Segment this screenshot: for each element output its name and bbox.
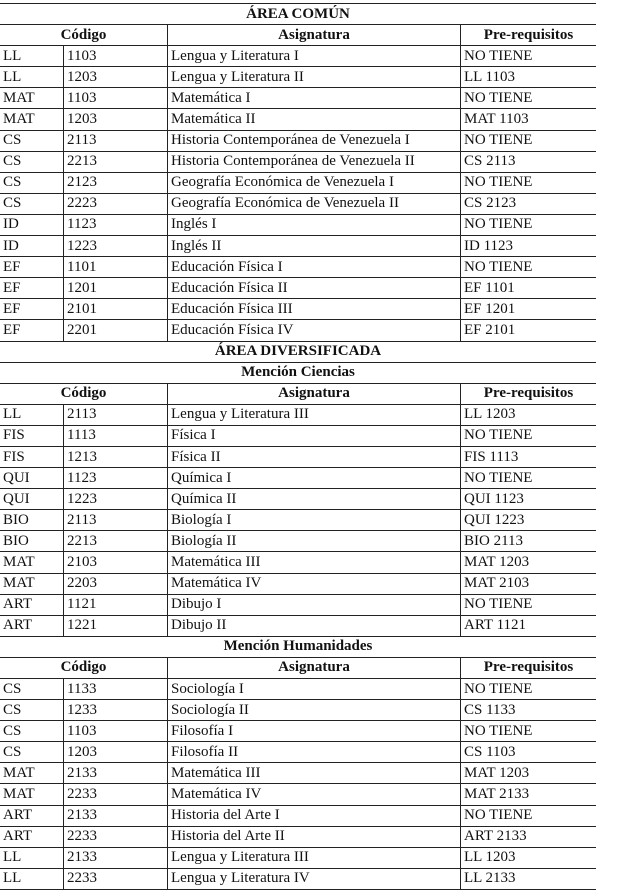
cell-subject: Física II <box>168 447 461 467</box>
table-row <box>0 510 596 531</box>
cell-subject: Sociología II <box>168 700 461 720</box>
cell-subject: Química I <box>168 468 461 488</box>
cell-subject: Lengua y Literatura II <box>168 67 461 87</box>
cell-area: ID <box>0 236 64 256</box>
cell-prerequisite: NO TIENE <box>464 216 533 233</box>
cell-code: 1213 <box>64 447 168 467</box>
table-row <box>0 806 596 827</box>
cell-area: ART <box>0 827 64 847</box>
cell-subject: Matemática I <box>168 88 461 108</box>
cell-subject: Matemática II <box>168 109 461 129</box>
cell-prerequisite: EF 2101 <box>464 321 516 338</box>
column-header-row <box>0 658 596 679</box>
cell-area: EF <box>0 320 64 340</box>
column-header-row <box>0 25 596 46</box>
cell-subject: Matemática IV <box>168 784 461 804</box>
cell-area: EF <box>0 257 64 277</box>
cell-area: ART <box>0 595 64 615</box>
cell-area: LL <box>0 67 64 87</box>
cell-area: LL <box>0 405 64 425</box>
cell-subject: Educación Física I <box>168 257 461 277</box>
cell-prerequisite: EF 1201 <box>464 300 516 317</box>
cell-subject: Biología II <box>168 531 461 551</box>
cell-prerequisite: NO TIENE <box>464 258 533 275</box>
cell-area: CS <box>0 742 64 762</box>
cell-area: QUI <box>0 468 64 488</box>
cell-area: ART <box>0 806 64 826</box>
cell-code: 2213 <box>64 152 168 172</box>
table-row <box>0 700 596 721</box>
cell-area: CS <box>0 679 64 699</box>
cell-code: 2133 <box>64 806 168 826</box>
cell-area: MAT <box>0 109 64 129</box>
table-row <box>0 194 596 215</box>
cell-area: LL <box>0 46 64 66</box>
table-row <box>0 215 596 236</box>
header-prerequisitos: Pre-requisitos <box>483 659 574 676</box>
table-row <box>0 784 596 805</box>
cell-subject: Lengua y Literatura III <box>168 405 461 425</box>
cell-code: 2101 <box>64 299 168 319</box>
table-row <box>0 46 596 67</box>
cell-area: EF <box>0 278 64 298</box>
table-row <box>0 848 596 869</box>
cell-subject: Filosofía II <box>168 742 461 762</box>
cell-prerequisite: FIS 1113 <box>464 448 519 465</box>
cell-subject: Lengua y Literatura IV <box>168 869 461 889</box>
cell-code: 2133 <box>64 763 168 783</box>
cell-subject: Historia del Arte II <box>168 827 461 847</box>
cell-area: FIS <box>0 426 64 446</box>
cell-code: 1123 <box>64 468 168 488</box>
cell-code: 2133 <box>64 848 168 868</box>
cell-area: ART <box>0 616 64 636</box>
table-row <box>0 763 596 784</box>
cell-area: CS <box>0 700 64 720</box>
table-row <box>0 299 596 320</box>
cell-code: 2123 <box>64 173 168 193</box>
cell-prerequisite: MAT 2133 <box>464 786 530 803</box>
table-row <box>0 131 596 152</box>
cell-prerequisite: ART 2133 <box>464 828 527 845</box>
cell-code: 1233 <box>64 700 168 720</box>
cell-subject: Lengua y Literatura I <box>168 46 461 66</box>
cell-subject: Geografía Económica de Venezuela II <box>168 194 461 214</box>
cell-prerequisite: CS 1133 <box>464 701 516 718</box>
cell-code: 1203 <box>64 742 168 762</box>
table-row <box>0 278 596 299</box>
cell-prerequisite: MAT 1103 <box>464 111 529 128</box>
cell-prerequisite: NO TIENE <box>464 596 533 613</box>
cell-area: EF <box>0 299 64 319</box>
column-header-row <box>0 384 596 405</box>
table-row <box>0 447 596 468</box>
cell-prerequisite: MAT 1203 <box>464 553 530 570</box>
cell-area: MAT <box>0 784 64 804</box>
header-asignatura: Asignatura <box>168 25 461 45</box>
cell-prerequisite: CS 1103 <box>464 743 516 760</box>
cell-subject: Dibujo I <box>168 595 461 615</box>
table-row <box>0 109 596 130</box>
cell-code: 2233 <box>64 827 168 847</box>
table-row <box>0 173 596 194</box>
table-row <box>0 574 596 595</box>
cell-area: CS <box>0 152 64 172</box>
cell-code: 1221 <box>64 616 168 636</box>
cell-subject: Geografía Económica de Venezuela I <box>168 173 461 193</box>
cell-area: LL <box>0 848 64 868</box>
cell-area: MAT <box>0 574 64 594</box>
header-asignatura: Asignatura <box>168 384 461 404</box>
cell-subject: Lengua y Literatura III <box>168 848 461 868</box>
table-row <box>0 552 596 573</box>
cell-subject: Dibujo II <box>168 616 461 636</box>
cell-area: CS <box>0 131 64 151</box>
cell-prerequisite: CS 2113 <box>464 153 516 170</box>
header-asignatura: Asignatura <box>168 658 461 678</box>
table-row <box>0 679 596 700</box>
cell-area: MAT <box>0 552 64 572</box>
cell-code: 2233 <box>64 784 168 804</box>
table-row <box>0 320 596 341</box>
table-row <box>0 152 596 173</box>
cell-subject: Educación Física IV <box>168 320 461 340</box>
cell-prerequisite: CS 2123 <box>464 195 517 212</box>
cell-prerequisite: LL 1103 <box>464 68 515 85</box>
cell-subject: Inglés II <box>168 236 461 256</box>
cell-code: 2113 <box>64 510 168 530</box>
header-prerequisitos: Pre-requisitos <box>483 26 574 43</box>
cell-subject: Matemática III <box>168 552 461 572</box>
cell-code: 1101 <box>64 257 168 277</box>
table-row <box>0 616 596 637</box>
cell-prerequisite: LL 1203 <box>464 406 516 423</box>
table-row <box>0 88 596 109</box>
cell-prerequisite: NO TIENE <box>464 722 533 739</box>
cell-code: 2113 <box>64 131 168 151</box>
cell-code: 2213 <box>64 531 168 551</box>
cell-code: 1203 <box>64 109 168 129</box>
cell-area: CS <box>0 721 64 741</box>
header-codigo: Código <box>0 25 168 45</box>
cell-prerequisite: NO TIENE <box>464 807 533 824</box>
cell-code: 2233 <box>64 869 168 889</box>
cell-prerequisite: QUI 1223 <box>464 511 525 528</box>
table-row <box>0 405 596 426</box>
table-row <box>0 721 596 742</box>
cell-subject: Historia Contemporánea de Venezuela II <box>168 152 461 172</box>
table-row <box>0 595 596 616</box>
cell-code: 1223 <box>64 236 168 256</box>
cell-code: 2223 <box>64 194 168 214</box>
cell-subject: Educación Física II <box>168 278 461 298</box>
cell-area: BIO <box>0 531 64 551</box>
header-prerequisitos: Pre-requisitos <box>483 385 574 402</box>
table-row <box>0 489 596 510</box>
cell-code: 1103 <box>64 46 168 66</box>
cell-subject: Química II <box>168 489 461 509</box>
table-row <box>0 742 596 763</box>
cell-subject: Historia Contemporánea de Venezuela I <box>168 131 461 151</box>
cell-code: 2103 <box>64 552 168 572</box>
cell-prerequisite: ID 1123 <box>464 237 514 254</box>
header-codigo: Código <box>0 658 168 678</box>
cell-subject: Sociología I <box>168 679 461 699</box>
cell-code: 1203 <box>64 67 168 87</box>
table-row <box>0 869 596 890</box>
cell-subject: Educación Física III <box>168 299 461 319</box>
cell-prerequisite: MAT 2103 <box>464 575 530 592</box>
cell-prerequisite: NO TIENE <box>464 680 533 697</box>
cell-subject: Matemática III <box>168 763 461 783</box>
curriculum-table <box>0 3 596 890</box>
table-row <box>0 827 596 848</box>
cell-code: 2201 <box>64 320 168 340</box>
cell-prerequisite: NO TIENE <box>464 469 533 486</box>
cell-prerequisite: EF 1101 <box>464 279 515 296</box>
cell-subject: Filosofía I <box>168 721 461 741</box>
cell-prerequisite: ART 1121 <box>464 617 527 634</box>
cell-code: 1121 <box>64 595 168 615</box>
cell-code: 1223 <box>64 489 168 509</box>
cell-prerequisite: NO TIENE <box>464 47 533 64</box>
cell-code: 2203 <box>64 574 168 594</box>
table-row <box>0 468 596 489</box>
cell-subject: Biología I <box>168 510 461 530</box>
cell-prerequisite: NO TIENE <box>464 132 533 149</box>
section-subtitle: Mención Humanidades <box>0 637 596 658</box>
section-title: ÁREA DIVERSIFICADA <box>0 342 596 363</box>
cell-code: 1113 <box>64 426 168 446</box>
table-row <box>0 236 596 257</box>
cell-subject: Historia del Arte I <box>168 806 461 826</box>
cell-prerequisite: LL 1203 <box>464 849 516 866</box>
cell-prerequisite: LL 2133 <box>464 870 516 887</box>
cell-code: 1103 <box>64 721 168 741</box>
header-codigo: Código <box>0 384 168 404</box>
table-row <box>0 257 596 278</box>
cell-prerequisite: NO TIENE <box>464 89 533 106</box>
cell-area: CS <box>0 173 64 193</box>
cell-subject: Inglés I <box>168 215 461 235</box>
cell-prerequisite: NO TIENE <box>464 174 533 191</box>
cell-area: ID <box>0 215 64 235</box>
cell-prerequisite: NO TIENE <box>464 427 533 444</box>
cell-code: 1133 <box>64 679 168 699</box>
cell-code: 1201 <box>64 278 168 298</box>
cell-prerequisite: QUI 1123 <box>464 490 524 507</box>
cell-area: BIO <box>0 510 64 530</box>
cell-subject: Física I <box>168 426 461 446</box>
section-title: ÁREA COMÚN <box>0 4 596 25</box>
cell-area: QUI <box>0 489 64 509</box>
cell-area: MAT <box>0 763 64 783</box>
cell-area: MAT <box>0 88 64 108</box>
cell-code: 1103 <box>64 88 168 108</box>
table-row <box>0 426 596 447</box>
table-row <box>0 531 596 552</box>
cell-prerequisite: MAT 1203 <box>464 764 530 781</box>
cell-area: FIS <box>0 447 64 467</box>
cell-code: 2113 <box>64 405 168 425</box>
cell-subject: Matemática IV <box>168 574 461 594</box>
cell-code: 1123 <box>64 215 168 235</box>
section-subtitle: Mención Ciencias <box>0 363 596 384</box>
cell-prerequisite: BIO 2113 <box>464 532 524 549</box>
table-row <box>0 67 596 88</box>
cell-area: CS <box>0 194 64 214</box>
cell-area: LL <box>0 869 64 889</box>
